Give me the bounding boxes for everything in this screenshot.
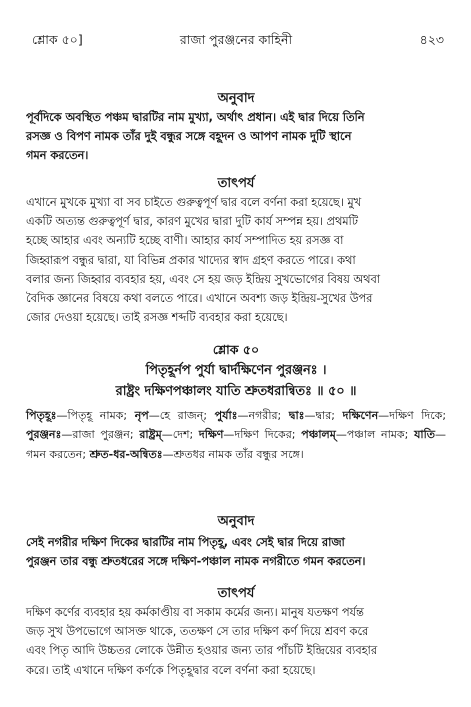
page-header [26,28,446,52]
text-line: সেই নগরীর দক্ষিণ দিকের দ্বারটির নাম পিতৃহূ, এবং সেই দ্বার দিয়ে রাজা [26,536,345,549]
text-line: পুরঞ্জন তার বন্ধু শ্রুতধরের সঙ্গে দক্ষিণ-পঞ্চাল নামক নগরীতে গমন করতেন। [26,555,366,569]
word-meaning: —দেশ; [161,428,199,442]
translation-paragraph [26,533,446,571]
text-line: বৈদিক জ্ঞানের বিষয়ে কথা বলতে পারে। এখানে অবশ্য জড় ইন্দ্রিয়-সুখের উপর [26,292,373,306]
word-meaning: —পিতৃহূ নামক; [56,409,135,422]
chapter-title: রাজা পুরঞ্জনের কাহিনী [179,32,293,47]
word-term: শ্রুত-ধর-অন্বিতঃ [89,447,163,461]
word-term: পুরঞ্জনঃ [26,428,62,442]
text-line: জিহ্বারূপ বন্ধুর দ্বারা, যা বিভিন্ন প্রকার খাদ্যের স্বাদ গ্রহণ করতে পারে। কথা [26,253,356,267]
text-line: এখানে মুখকে মুখ্যা বা সব চাইতে গুরুত্বপূর্ণ দ্বার বলে বর্ণনা করা হয়েছে। মুখ [26,196,362,209]
word-term: দ্বাঃ [288,409,305,422]
word-meanings [26,406,446,464]
word-meaning: —দক্ষিণ দিকের; [223,428,302,442]
translation-paragraph [26,108,446,166]
text-line: পূর্বদিকে অবস্থিত পঞ্চম দ্বারটির নাম মুখ্যা, অর্থাৎ প্রধান। এই দ্বার দিয়ে তিনি [26,111,365,124]
word-term: দক্ষিণেন [342,409,379,422]
verse-line: পিতৃহূর্নপ পুর্যা দ্বার্দক্ষিণেন পুরঞ্জনঃ । [145,363,327,378]
word-term: পুর্যাঃ [214,409,238,422]
word-term: রাষ্ট্রম্ [139,428,162,442]
verse-line: রাষ্ট্রং দক্ষিণপঞ্চালং যাতি শ্রুতধরান্বিতঃ ॥ ৫০ ॥ [115,384,357,399]
word-meaning: —নগরীর; [237,409,289,422]
page-number: ৪২৩ [419,32,444,47]
word-term: যাতি [414,428,436,442]
translation-heading: অনুবাদ [217,514,255,529]
translation-heading: অনুবাদ [217,91,255,106]
word-meaning: —শ্রুতধর নামক তাঁর বন্ধুর সঙ্গে। [162,447,304,461]
purport-paragraph [26,603,446,680]
word-meaning: —গমন করতেন; [26,428,447,461]
word-meaning: —হে রাজন্; [148,409,215,422]
text-line: দক্ষিণ কর্ণের ব্যবহার হয় কর্মকাণ্ডীয় বা সকাম কর্মের জন্য। মানুষ যতক্ষণ পর্যন্ত [26,606,364,619]
purport-heading: তাৎপর্য [217,176,255,191]
text-line: একটি অত্যন্ত গুরুত্বপূর্ণ দ্বার, কারণ মুখের দ্বারা দুটি কার্য সম্পন্ন হয়। প্রথমটি [26,215,358,229]
verse-heading: শ্লোক ৫০ [212,342,260,357]
text-line: গমন করতেন। [26,149,89,163]
verse-reference: শ্লোক ৫০] [32,32,83,47]
word-meaning: —দ্বার; [304,409,343,422]
word-term: দক্ষিণ [198,428,224,442]
purport-heading: তাৎপর্য [217,586,255,601]
verse-block [26,340,446,402]
purport-paragraph [26,193,446,327]
word-term: নৃপ [134,409,149,422]
text-line: এবং পিতৃ আদি উচ্চতর লোকে উন্নীত হওয়ার জন্য তার পাঁচটি ইন্দ্রিয়ের ব্যবহার [26,644,378,658]
book-page [26,28,446,688]
text-line: জোর দেওয়া হয়েছে। তাই রসজ্ঞ শব্দটি ব্যবহার করা হয়েছে। [26,311,288,325]
word-meaning: —দক্ষিণ দিকে; [378,409,447,422]
word-meaning: —রাজা পুরঞ্জন; [61,428,140,442]
text-line: করে। তাই এখানে দক্ষিণ কর্ণকে পিতৃহূদ্বার বলে বর্ণনা করা হয়েছে। [26,663,316,677]
text-line: রসজ্ঞ ও বিপণ নামক তাঁর দুই বন্ধুর সঙ্গে বহূদন ও আপণ নামক দুটি স্থানে [26,130,352,144]
word-term: পঞ্চালম্ [301,428,336,442]
word-term: পিতৃহূঃ [26,409,57,422]
text-line: জড় সুখ উপভোগে আসক্ত থাকে, ততক্ষণ সে তার দক্ষিণ কর্ণ দিয়ে শ্রবণ করে [26,625,369,639]
text-line: বলার জন্য জিহ্বার ব্যবহার হয়, এবং সে হয় জড় ইন্দ্রিয় সুখভোগের বিষয় অথবা [26,272,381,286]
text-line: হচ্ছে আহার এবং অন্যটি হচ্ছে বাণী। আহার কার্য সম্পাদিত হয় রসজ্ঞ বা [26,234,344,248]
word-meaning: —পঞ্চাল নামক; [335,428,415,442]
